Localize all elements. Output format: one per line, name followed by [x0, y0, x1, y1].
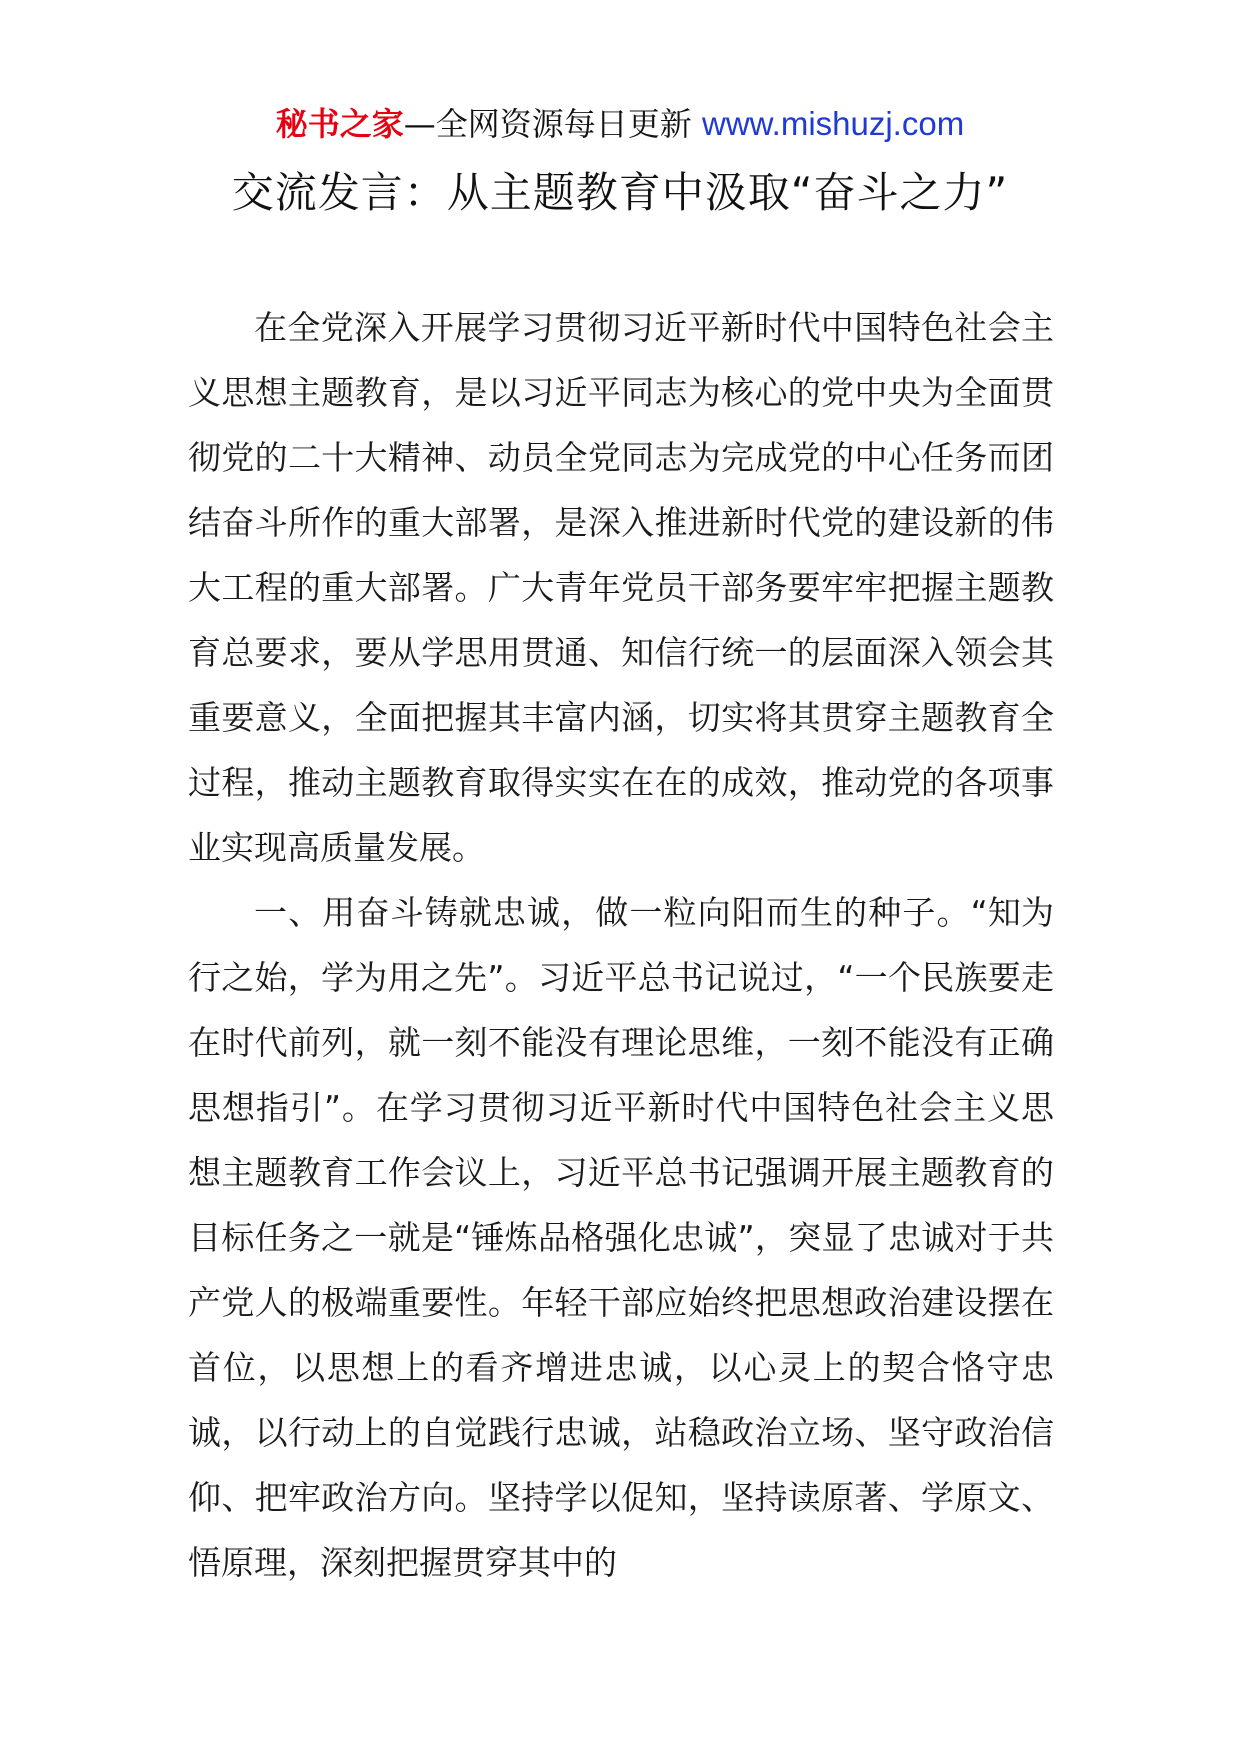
section-text: “知为行之始，学为用之先”。习近平总书记说过，“一个民族要走在时代前列，就一刻不能没有理论思维，一刻不能没有正确思想指引”。在学习贯彻习近平新时代中国特色社会主义思想主题教育工作会议上，习近平总书记强调开展主题教育的目标任务之一就是“锤炼品格强化忠诚”，突显了忠诚对于共产党人的极端重要性。年轻干部应始终把思想政治建设摆在首位，以思想上的看齐增进忠诚，以心灵上的契合恪守忠诚，以行动上的自觉践行忠诚，站稳政治立场、坚守政治信仰、把牢政治方向。坚持学以促知，坚持读原著、学原文、悟原理，深刻把握贯穿其中的 — [188, 893, 1054, 1582]
site-tagline: —全网资源每日更新 — [403, 105, 692, 143]
site-url-link[interactable]: www.mishuzj.com — [701, 105, 965, 142]
site-brand: 秘书之家 — [275, 105, 404, 143]
document-title: 交流发言：从主题教育中汲取“奋斗之力” — [231, 168, 1009, 217]
document-body — [188, 295, 1054, 1595]
paragraph-intro: 在全党深入开展学习贯彻习近平新时代中国特色社会主义思想主题教育，是以习近平同志为核心的党中央为全面贯彻党的二十大精神、动员全党同志为完成党的中心任务而团结奋斗所作的重大部署，是深入推进新时代党的建设新的伟大工程的重大部署。广大青年党员干部务要牢牢把握主题教育总要求，要从学思用贯通、知信行统一的层面深入领会其重要意义，全面把握其丰富内涵，切实将其贯穿主题教育全过程，推动主题教育取得实实在在的成效，推动党的各项事业实现高质量发展。 — [188, 308, 1054, 867]
section-heading: 一、用奋斗铸就忠诚，做一粒向阳而生的种子。 — [254, 893, 971, 932]
paragraph-section-1 — [188, 880, 1054, 1595]
site-header — [0, 102, 1240, 146]
